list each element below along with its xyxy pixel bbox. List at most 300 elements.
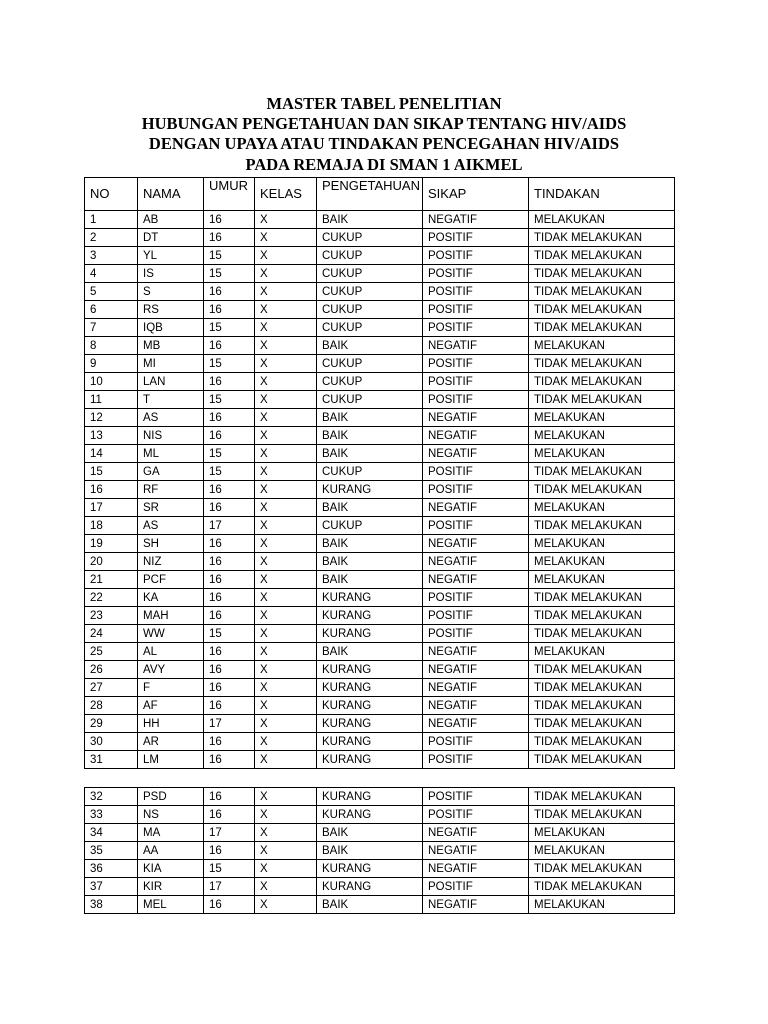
cell-kelas: X	[255, 463, 317, 481]
cell-no: 16	[85, 481, 138, 499]
cell-kelas: X	[255, 481, 317, 499]
cell-kelas: X	[255, 319, 317, 337]
header-pengetahuan: PENGETAHUAN	[317, 178, 423, 211]
cell-umur: 15	[204, 391, 255, 409]
table-row	[85, 571, 675, 589]
cell-kelas: X	[255, 878, 317, 896]
cell-nama: MAH	[138, 607, 204, 625]
cell-sikap: POSITIF	[423, 517, 529, 535]
cell-kelas: X	[255, 733, 317, 751]
table-row	[85, 553, 675, 571]
cell-no: 21	[85, 571, 138, 589]
cell-no: 33	[85, 806, 138, 824]
table-header-row	[85, 178, 675, 211]
cell-kelas: X	[255, 751, 317, 769]
cell-umur: 16	[204, 427, 255, 445]
cell-umur: 15	[204, 247, 255, 265]
cell-kelas: X	[255, 553, 317, 571]
cell-sikap: NEGATIF	[423, 571, 529, 589]
cell-nama: AS	[138, 517, 204, 535]
cell-no: 23	[85, 607, 138, 625]
cell-sikap: POSITIF	[423, 607, 529, 625]
table-row	[85, 337, 675, 355]
cell-nama: HH	[138, 715, 204, 733]
cell-umur: 16	[204, 211, 255, 229]
cell-no: 36	[85, 860, 138, 878]
cell-umur: 17	[204, 517, 255, 535]
table-row	[85, 373, 675, 391]
cell-nama: F	[138, 679, 204, 697]
cell-kelas: X	[255, 860, 317, 878]
cell-umur: 16	[204, 373, 255, 391]
cell-nama: PSD	[138, 788, 204, 806]
cell-tindakan: TIDAK MELAKUKAN	[529, 391, 675, 409]
cell-no: 35	[85, 842, 138, 860]
cell-tindakan: TIDAK MELAKUKAN	[529, 229, 675, 247]
cell-sikap: NEGATIF	[423, 535, 529, 553]
cell-umur: 16	[204, 806, 255, 824]
cell-sikap: POSITIF	[423, 247, 529, 265]
cell-umur: 16	[204, 589, 255, 607]
cell-tindakan: MELAKUKAN	[529, 824, 675, 842]
cell-no: 7	[85, 319, 138, 337]
cell-kelas: X	[255, 643, 317, 661]
cell-tindakan: MELAKUKAN	[529, 535, 675, 553]
cell-kelas: X	[255, 247, 317, 265]
table-row	[85, 679, 675, 697]
cell-kelas: X	[255, 229, 317, 247]
title-line-2: HUBUNGAN PENGETAHUAN DAN SIKAP TENTANG HIV/AIDS	[141, 114, 627, 134]
master-table-continued	[84, 787, 675, 914]
cell-tindakan: TIDAK MELAKUKAN	[529, 355, 675, 373]
cell-tindakan: TIDAK MELAKUKAN	[529, 301, 675, 319]
cell-tindakan: MELAKUKAN	[529, 499, 675, 517]
header-nama: NAMA	[138, 178, 204, 211]
cell-kelas: X	[255, 373, 317, 391]
cell-kelas: X	[255, 211, 317, 229]
cell-pengetahuan: BAIK	[317, 499, 423, 517]
master-table	[84, 177, 675, 769]
cell-kelas: X	[255, 679, 317, 697]
cell-sikap: NEGATIF	[423, 661, 529, 679]
cell-pengetahuan: KURANG	[317, 733, 423, 751]
cell-kelas: X	[255, 661, 317, 679]
cell-tindakan: TIDAK MELAKUKAN	[529, 860, 675, 878]
cell-no: 19	[85, 535, 138, 553]
cell-nama: GA	[138, 463, 204, 481]
cell-kelas: X	[255, 715, 317, 733]
cell-umur: 16	[204, 643, 255, 661]
cell-pengetahuan: KURANG	[317, 878, 423, 896]
cell-tindakan: TIDAK MELAKUKAN	[529, 373, 675, 391]
cell-nama: KIA	[138, 860, 204, 878]
cell-sikap: POSITIF	[423, 283, 529, 301]
cell-no: 6	[85, 301, 138, 319]
cell-no: 2	[85, 229, 138, 247]
cell-kelas: X	[255, 355, 317, 373]
cell-sikap: POSITIF	[423, 733, 529, 751]
cell-umur: 15	[204, 463, 255, 481]
cell-umur: 16	[204, 535, 255, 553]
cell-no: 38	[85, 896, 138, 914]
cell-kelas: X	[255, 697, 317, 715]
table-row	[85, 535, 675, 553]
cell-pengetahuan: BAIK	[317, 896, 423, 914]
cell-pengetahuan: KURANG	[317, 788, 423, 806]
cell-nama: AF	[138, 697, 204, 715]
cell-umur: 16	[204, 553, 255, 571]
cell-kelas: X	[255, 409, 317, 427]
cell-pengetahuan: BAIK	[317, 824, 423, 842]
cell-kelas: X	[255, 301, 317, 319]
cell-no: 1	[85, 211, 138, 229]
cell-tindakan: TIDAK MELAKUKAN	[529, 283, 675, 301]
cell-tindakan: MELAKUKAN	[529, 211, 675, 229]
cell-nama: AA	[138, 842, 204, 860]
cell-kelas: X	[255, 625, 317, 643]
cell-tindakan: MELAKUKAN	[529, 842, 675, 860]
cell-tindakan: TIDAK MELAKUKAN	[529, 481, 675, 499]
cell-sikap: POSITIF	[423, 391, 529, 409]
cell-sikap: POSITIF	[423, 625, 529, 643]
table-row	[85, 301, 675, 319]
cell-kelas: X	[255, 571, 317, 589]
cell-sikap: NEGATIF	[423, 499, 529, 517]
cell-no: 17	[85, 499, 138, 517]
table-row	[85, 715, 675, 733]
cell-tindakan: TIDAK MELAKUKAN	[529, 607, 675, 625]
cell-tindakan: TIDAK MELAKUKAN	[529, 319, 675, 337]
cell-no: 26	[85, 661, 138, 679]
cell-pengetahuan: BAIK	[317, 553, 423, 571]
cell-umur: 16	[204, 499, 255, 517]
cell-nama: YL	[138, 247, 204, 265]
cell-umur: 15	[204, 625, 255, 643]
table-row	[85, 697, 675, 715]
cell-sikap: NEGATIF	[423, 824, 529, 842]
cell-umur: 16	[204, 679, 255, 697]
cell-umur: 16	[204, 842, 255, 860]
cell-sikap: NEGATIF	[423, 445, 529, 463]
table-row	[85, 391, 675, 409]
cell-sikap: NEGATIF	[423, 842, 529, 860]
table-row	[85, 878, 675, 896]
document-title	[0, 94, 768, 175]
cell-tindakan: TIDAK MELAKUKAN	[529, 517, 675, 535]
cell-no: 13	[85, 427, 138, 445]
cell-pengetahuan: CUKUP	[317, 283, 423, 301]
cell-sikap: POSITIF	[423, 481, 529, 499]
cell-umur: 17	[204, 715, 255, 733]
cell-tindakan: MELAKUKAN	[529, 337, 675, 355]
cell-umur: 15	[204, 319, 255, 337]
table-row	[85, 896, 675, 914]
table-row	[85, 607, 675, 625]
cell-pengetahuan: BAIK	[317, 445, 423, 463]
cell-sikap: NEGATIF	[423, 715, 529, 733]
header-umur: UMUR	[204, 178, 255, 211]
cell-sikap: NEGATIF	[423, 427, 529, 445]
cell-tindakan: TIDAK MELAKUKAN	[529, 697, 675, 715]
cell-sikap: NEGATIF	[423, 553, 529, 571]
table-row	[85, 806, 675, 824]
cell-umur: 15	[204, 860, 255, 878]
cell-kelas: X	[255, 391, 317, 409]
cell-pengetahuan: BAIK	[317, 842, 423, 860]
cell-umur: 16	[204, 607, 255, 625]
cell-kelas: X	[255, 499, 317, 517]
cell-pengetahuan: CUKUP	[317, 265, 423, 283]
cell-umur: 16	[204, 788, 255, 806]
cell-pengetahuan: CUKUP	[317, 301, 423, 319]
cell-sikap: POSITIF	[423, 878, 529, 896]
cell-sikap: POSITIF	[423, 319, 529, 337]
cell-no: 18	[85, 517, 138, 535]
cell-tindakan: TIDAK MELAKUKAN	[529, 751, 675, 769]
cell-pengetahuan: KURANG	[317, 715, 423, 733]
cell-no: 10	[85, 373, 138, 391]
cell-nama: WW	[138, 625, 204, 643]
cell-umur: 16	[204, 751, 255, 769]
cell-umur: 15	[204, 445, 255, 463]
table-body	[85, 211, 675, 769]
cell-pengetahuan: BAIK	[317, 409, 423, 427]
table-row	[85, 481, 675, 499]
cell-nama: SR	[138, 499, 204, 517]
cell-tindakan: TIDAK MELAKUKAN	[529, 463, 675, 481]
cell-no: 9	[85, 355, 138, 373]
cell-nama: NIS	[138, 427, 204, 445]
title-line-4: PADA REMAJA DI SMAN 1 AIKMEL	[245, 154, 523, 174]
cell-kelas: X	[255, 283, 317, 301]
cell-sikap: NEGATIF	[423, 697, 529, 715]
table-row	[85, 517, 675, 535]
cell-sikap: NEGATIF	[423, 643, 529, 661]
table-row	[85, 842, 675, 860]
table-row	[85, 751, 675, 769]
cell-kelas: X	[255, 788, 317, 806]
cell-nama: S	[138, 283, 204, 301]
table-row	[85, 733, 675, 751]
cell-tindakan: MELAKUKAN	[529, 643, 675, 661]
cell-tindakan: MELAKUKAN	[529, 445, 675, 463]
cell-tindakan: MELAKUKAN	[529, 571, 675, 589]
cell-pengetahuan: CUKUP	[317, 229, 423, 247]
cell-no: 12	[85, 409, 138, 427]
cell-umur: 16	[204, 733, 255, 751]
cell-tindakan: MELAKUKAN	[529, 896, 675, 914]
cell-umur: 16	[204, 571, 255, 589]
cell-tindakan: TIDAK MELAKUKAN	[529, 806, 675, 824]
table-row	[85, 788, 675, 806]
cell-tindakan: TIDAK MELAKUKAN	[529, 661, 675, 679]
cell-kelas: X	[255, 896, 317, 914]
cell-nama: KA	[138, 589, 204, 607]
cell-sikap: POSITIF	[423, 788, 529, 806]
table-row	[85, 247, 675, 265]
cell-umur: 16	[204, 229, 255, 247]
cell-no: 24	[85, 625, 138, 643]
cell-sikap: POSITIF	[423, 301, 529, 319]
table-row	[85, 589, 675, 607]
cell-kelas: X	[255, 445, 317, 463]
cell-nama: NS	[138, 806, 204, 824]
cell-nama: T	[138, 391, 204, 409]
cell-umur: 16	[204, 896, 255, 914]
cell-nama: IS	[138, 265, 204, 283]
cell-no: 27	[85, 679, 138, 697]
cell-nama: MEL	[138, 896, 204, 914]
header-kelas: KELAS	[255, 178, 317, 211]
cell-no: 37	[85, 878, 138, 896]
cell-sikap: NEGATIF	[423, 860, 529, 878]
cell-sikap: NEGATIF	[423, 409, 529, 427]
cell-sikap: POSITIF	[423, 589, 529, 607]
cell-no: 29	[85, 715, 138, 733]
cell-pengetahuan: CUKUP	[317, 319, 423, 337]
cell-pengetahuan: KURANG	[317, 751, 423, 769]
cell-umur: 16	[204, 409, 255, 427]
cell-umur: 16	[204, 283, 255, 301]
cell-sikap: NEGATIF	[423, 337, 529, 355]
cell-sikap: POSITIF	[423, 355, 529, 373]
cell-pengetahuan: KURANG	[317, 860, 423, 878]
cell-sikap: POSITIF	[423, 229, 529, 247]
cell-kelas: X	[255, 265, 317, 283]
cell-no: 22	[85, 589, 138, 607]
cell-pengetahuan: CUKUP	[317, 247, 423, 265]
cell-no: 8	[85, 337, 138, 355]
cell-sikap: NEGATIF	[423, 679, 529, 697]
table-row	[85, 355, 675, 373]
cell-nama: AS	[138, 409, 204, 427]
cell-nama: LAN	[138, 373, 204, 391]
cell-kelas: X	[255, 427, 317, 445]
cell-tindakan: MELAKUKAN	[529, 409, 675, 427]
cell-no: 4	[85, 265, 138, 283]
cell-nama: RS	[138, 301, 204, 319]
cell-pengetahuan: BAIK	[317, 427, 423, 445]
cell-pengetahuan: CUKUP	[317, 391, 423, 409]
cell-no: 30	[85, 733, 138, 751]
cell-nama: MI	[138, 355, 204, 373]
cell-pengetahuan: BAIK	[317, 535, 423, 553]
cell-umur: 16	[204, 481, 255, 499]
cell-no: 15	[85, 463, 138, 481]
cell-pengetahuan: KURANG	[317, 589, 423, 607]
header-no: NO	[85, 178, 138, 211]
cell-pengetahuan: BAIK	[317, 211, 423, 229]
table-row	[85, 463, 675, 481]
cell-nama: MB	[138, 337, 204, 355]
title-line-3: DENGAN UPAYA ATAU TINDAKAN PENCEGAHAN HIV/AIDS	[148, 134, 620, 154]
cell-pengetahuan: CUKUP	[317, 373, 423, 391]
cell-sikap: POSITIF	[423, 806, 529, 824]
cell-kelas: X	[255, 337, 317, 355]
cell-nama: RF	[138, 481, 204, 499]
title-line-1: MASTER TABEL PENELITIAN	[266, 94, 502, 113]
cell-nama: AVY	[138, 661, 204, 679]
cell-pengetahuan: KURANG	[317, 607, 423, 625]
table-row	[85, 319, 675, 337]
cell-tindakan: TIDAK MELAKUKAN	[529, 625, 675, 643]
header-sikap: SIKAP	[423, 178, 529, 211]
cell-no: 31	[85, 751, 138, 769]
table-row	[85, 283, 675, 301]
cell-sikap: NEGATIF	[423, 211, 529, 229]
table-row	[85, 211, 675, 229]
cell-no: 20	[85, 553, 138, 571]
cell-pengetahuan: KURANG	[317, 481, 423, 499]
cell-sikap: NEGATIF	[423, 896, 529, 914]
cell-pengetahuan: BAIK	[317, 337, 423, 355]
table-row	[85, 661, 675, 679]
cell-tindakan: TIDAK MELAKUKAN	[529, 788, 675, 806]
cell-kelas: X	[255, 806, 317, 824]
cell-nama: ML	[138, 445, 204, 463]
cell-umur: 16	[204, 697, 255, 715]
cell-pengetahuan: KURANG	[317, 625, 423, 643]
cell-pengetahuan: KURANG	[317, 679, 423, 697]
cell-tindakan: TIDAK MELAKUKAN	[529, 589, 675, 607]
cell-umur: 15	[204, 355, 255, 373]
cell-tindakan: MELAKUKAN	[529, 553, 675, 571]
cell-tindakan: TIDAK MELAKUKAN	[529, 679, 675, 697]
cell-sikap: POSITIF	[423, 463, 529, 481]
cell-no: 32	[85, 788, 138, 806]
cell-nama: AR	[138, 733, 204, 751]
cell-kelas: X	[255, 842, 317, 860]
cell-umur: 16	[204, 661, 255, 679]
cell-kelas: X	[255, 589, 317, 607]
cell-nama: AL	[138, 643, 204, 661]
cell-nama: AB	[138, 211, 204, 229]
cell-pengetahuan: KURANG	[317, 697, 423, 715]
cell-tindakan: TIDAK MELAKUKAN	[529, 265, 675, 283]
cell-pengetahuan: CUKUP	[317, 517, 423, 535]
cell-no: 28	[85, 697, 138, 715]
cell-pengetahuan: CUKUP	[317, 355, 423, 373]
table-row	[85, 445, 675, 463]
cell-umur: 17	[204, 824, 255, 842]
table-row	[85, 860, 675, 878]
cell-no: 25	[85, 643, 138, 661]
cell-nama: SH	[138, 535, 204, 553]
cell-umur: 17	[204, 878, 255, 896]
cell-nama: MA	[138, 824, 204, 842]
table-row	[85, 229, 675, 247]
cell-nama: KIR	[138, 878, 204, 896]
table-row	[85, 499, 675, 517]
table-row	[85, 824, 675, 842]
cell-umur: 16	[204, 301, 255, 319]
cell-pengetahuan: KURANG	[317, 661, 423, 679]
cell-kelas: X	[255, 517, 317, 535]
cell-no: 11	[85, 391, 138, 409]
table-row	[85, 265, 675, 283]
cell-pengetahuan: CUKUP	[317, 463, 423, 481]
cell-tindakan: MELAKUKAN	[529, 427, 675, 445]
table-row	[85, 625, 675, 643]
cell-pengetahuan: BAIK	[317, 643, 423, 661]
cell-nama: IQB	[138, 319, 204, 337]
cell-sikap: POSITIF	[423, 265, 529, 283]
cell-tindakan: TIDAK MELAKUKAN	[529, 247, 675, 265]
cell-kelas: X	[255, 607, 317, 625]
cell-pengetahuan: BAIK	[317, 571, 423, 589]
table-row	[85, 427, 675, 445]
cell-nama: PCF	[138, 571, 204, 589]
